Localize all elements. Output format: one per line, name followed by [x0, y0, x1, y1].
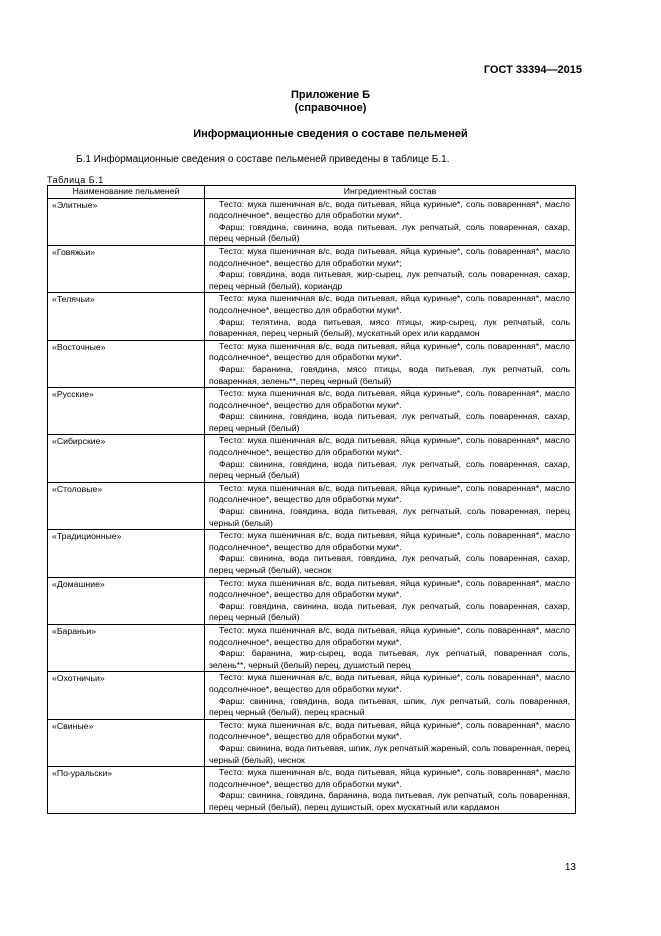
table-header-row [48, 186, 576, 199]
table-caption: Таблица Б.1 [47, 175, 104, 185]
filling-text: Фарш: свинина, говядина, вода питьевая, шпик, лук репчатый, соль поваренная, перец черный (белый), перец красный [209, 695, 570, 718]
table-row [48, 340, 576, 387]
filling-text: Фарш: свинина, вода питьевая, шпик, лук репчатый жареный, соль поваренная, перец черный (белый), чеснок [209, 742, 570, 765]
dough-text: Тесто: мука пшеничная в/с, вода питьевая, яйца куриные*, соль поваренная*, масло подсолнечное*, вещество для обработки муки*. [209, 577, 570, 600]
ingredients-cell [205, 293, 576, 340]
composition-table [47, 185, 576, 814]
ingredients-cell [205, 719, 576, 766]
filling-text: Фарш: говядина, свинина, вода питьевая, лук репчатый, соль поваренная, сахар, перец черный (белый) [209, 600, 570, 623]
dumpling-name-cell: «Русские» [48, 388, 205, 435]
filling-text: Фарш: свинина, говядина, вода питьевая, лук репчатый, соль поваренная, сахар, перец черный (белый) [209, 411, 570, 433]
dough-text: Тесто: мука пшеничная в/с, вода питьевая, яйца куриные*, соль поваренная*, масло подсолнечное*, вещество для обработки муки*. [209, 719, 570, 742]
ingredients-cell [205, 340, 576, 387]
table-row [48, 245, 576, 292]
dumpling-name-cell: «Восточные» [48, 340, 205, 387]
dumpling-name-cell: «Элитные» [48, 198, 205, 245]
table-row [48, 530, 576, 577]
column-header-ingredients: Ингредиентный состав [205, 186, 576, 199]
filling-text: Фарш: баранина, говядина, мясо птицы, вода питьевая, лук репчатый, соль поваренная, зелень**, перец черный (белый) [209, 363, 570, 386]
dough-text: Тесто: мука пшеничная в/с, вода питьевая, яйца куриные*, соль поваренная*, масло подсолнечное*, вещество для обработки муки*. [209, 624, 570, 647]
filling-text: Фарш: говядина, свинина, вода питьевая, лук репчатый, соль поваренная, сахар, перец черный (белый) [209, 221, 570, 244]
table-row [48, 577, 576, 624]
section-heading: Информационные сведения о составе пельменей [193, 128, 468, 140]
table-row [48, 435, 576, 482]
intro-paragraph: Б.1 Информационные сведения о составе пельменей приведены в таблице Б.1. [76, 154, 450, 165]
dough-text: Тесто: мука пшеничная в/с, вода питьевая, яйца куриные*, соль поваренная*, масло подсолнечное*, вещество для обработки муки*. [209, 672, 570, 694]
ingredients-cell [205, 435, 576, 482]
table-row [48, 293, 576, 340]
dough-text: Тесто: мука пшеничная в/с, вода питьевая, яйца куриные*, соль поваренная*, масло подсолнечное*, вещество для обработки муки*. [209, 767, 570, 789]
ingredients-cell [205, 388, 576, 435]
ingredients-cell [205, 672, 576, 719]
ingredients-cell [205, 482, 576, 529]
dough-text: Тесто: мука пшеничная в/с, вода питьевая, яйца куриные*, соль поваренная*, масло подсолнечное*, вещество для обработки муки*. [209, 530, 570, 552]
ingredients-cell [205, 530, 576, 577]
column-header-name: Наименование пельменей [48, 186, 205, 199]
dough-text: Тесто: мука пшеничная в/с, вода питьевая, яйца куриные*, соль поваренная*, масло подсолнечное*, вещество для обработки муки*; [209, 245, 570, 268]
page-number: 13 [564, 862, 576, 873]
dough-text: Тесто: мука пшеничная в/с, вода питьевая, яйца куриные*, соль поваренная*, масло подсолнечное*, вещество для обработки муки*. [209, 340, 570, 363]
table-row [48, 388, 576, 435]
appendix-title: Приложение Б [290, 89, 371, 101]
appendix-subtitle: (справочное) [294, 102, 367, 114]
dough-text: Тесто: мука пшеничная в/с, вода питьевая, яйца куриные*, соль поваренная*, масло подсолнечное*, вещество для обработки муки*. [209, 435, 570, 458]
ingredients-cell [205, 767, 576, 814]
dumpling-name-cell: «Бараньи» [48, 624, 205, 671]
table-row [48, 767, 576, 814]
dumpling-name-cell: «По-уральски» [48, 767, 205, 814]
dumpling-name-cell: «Традиционные» [48, 530, 205, 577]
filling-text: Фарш: телятина, вода питьевая, мясо птицы, жир-сырец, лук репчатый, соль поваренная, перец черный (белый), мускатный орех или кардамон [209, 316, 570, 339]
table-body [48, 198, 576, 814]
filling-text: Фарш: свинина, говядина, вода питьевая, лук репчатый, соль поваренная, перец черный (белый) [209, 506, 570, 528]
table-row [48, 198, 576, 245]
dumpling-name-cell: «Столовые» [48, 482, 205, 529]
filling-text: Фарш: свинина, вода питьевая, говядина, лук репчатый, соль поваренная, сахар, перец черный (белый), чеснок [209, 553, 570, 575]
filling-text: Фарш: баранина, жир-сырец, вода питьевая, лук репчатый, поваренная соль, зелень**, черный (белый) перец, душистый перец [209, 648, 570, 670]
table-row [48, 719, 576, 766]
dough-text: Тесто: мука пшеничная в/с, вода питьевая, яйца куриные*, соль поваренная*, масло подсолнечное*, вещество для обработки муки*. [209, 293, 570, 315]
filling-text: Фарш: свинина, говядина, вода питьевая, лук репчатый, соль поваренная, сахар, перец черный (белый) [209, 458, 570, 481]
table-row [48, 672, 576, 719]
ingredients-cell [205, 198, 576, 245]
table-row [48, 482, 576, 529]
dough-text: Тесто: мука пшеничная в/с, вода питьевая, яйца куриные*, соль поваренная*, масло подсолнечное*, вещество для обработки муки*. [209, 482, 570, 505]
ingredients-cell [205, 245, 576, 292]
dumpling-name-cell: «Охотничьи» [48, 672, 205, 719]
appendix-block [0, 89, 661, 115]
dumpling-name-cell: «Телячьи» [48, 293, 205, 340]
filling-text: Фарш: свинина, говядина, баранина, вода питьевая, лук репчатый, соль поваренная, перец черный (белый), перец душистый, орех мускатный или кардамон [209, 790, 570, 812]
standard-number: ГОСТ 33394—2015 [483, 64, 582, 76]
dough-text: Тесто: мука пшеничная в/с, вода питьевая, яйца куриные*, соль поваренная*, масло подсолнечное*, вещество для обработки муки*. [209, 198, 570, 221]
ingredients-cell [205, 577, 576, 624]
dumpling-name-cell: «Домашние» [48, 577, 205, 624]
table-row [48, 624, 576, 671]
dumpling-name-cell: «Сибирские» [48, 435, 205, 482]
dumpling-name-cell: «Свиные» [48, 719, 205, 766]
filling-text: Фарш: говядина, вода питьевая, жир-сырец, лук репчатый, соль поваренная, сахар, перец черный (белый), кориандр [209, 269, 570, 291]
ingredients-cell [205, 624, 576, 671]
dumpling-name-cell: «Говяжьи» [48, 245, 205, 292]
dough-text: Тесто: мука пшеничная в/с, вода питьевая, яйца куриные*, соль поваренная*, масло подсолнечное*, вещество для обработки муки*. [209, 388, 570, 410]
